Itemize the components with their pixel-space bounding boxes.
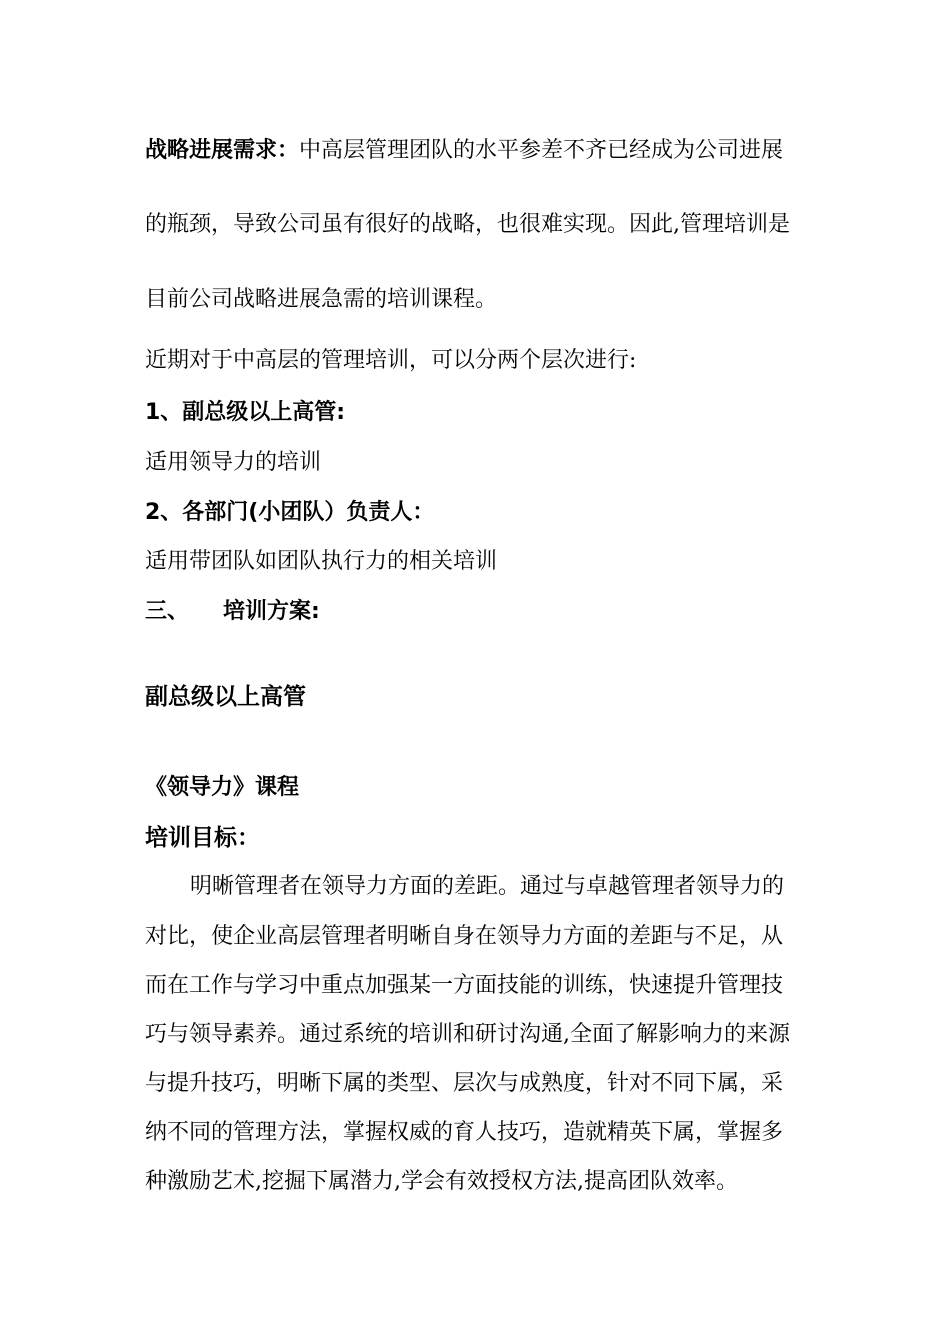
goal-text-line-2: 对比，使企业高层管理者明晰自身在领导力方面的差距与不足，从 (145, 924, 784, 949)
goal-label: 培训目标： (145, 825, 260, 851)
goal-text-line-7: 种激励艺术,挖掘下属潜力,学会有效授权方法,提高团队效率。 (145, 1169, 738, 1194)
plan-title: 培训方案: (223, 599, 320, 624)
goal-text-line-4: 巧与领导素养。通过系统的培训和研讨沟通,全面了解影响力的来源 (145, 1022, 790, 1047)
strategy-need-text-1: 中高层管理团队的水平参差不齐已经成为公司进展 (299, 138, 784, 163)
level-1-description: 适用领导力的培训 (145, 450, 322, 475)
plan-heading (145, 597, 320, 627)
group-title: 副总级以上高管 (145, 684, 306, 710)
intro-text: 近期对于中高层的管理培训，可以分两个层次进行: (145, 348, 637, 373)
goal-text-line-5: 与提升技巧，明晰下属的类型、层次与成熟度，针对不同下属，采 (145, 1071, 784, 1096)
strategy-need-paragraph-line-1 (145, 136, 783, 166)
course-title: 《领导力》课程 (145, 775, 300, 800)
goal-text-line-1: 明晰管理者在领导力方面的差距。通过与卓越管理者领导力的 (190, 874, 785, 899)
level-2-heading: 2、各部门(小团队）负责人： (145, 500, 435, 525)
goal-text-line-6: 纳不同的管理方法，掌握权威的育人技巧，造就精英下属，掌握多 (145, 1120, 784, 1145)
goal-text-line-3: 而在工作与学习中重点加强某一方面技能的训练，快速提升管理技 (145, 973, 784, 998)
strategy-need-paragraph-line-2: 的瓶颈，导致公司虽有很好的战略，也很难实现。因此,管理培训是 (145, 212, 790, 237)
strategy-need-label: 战略进展需求： (145, 138, 300, 163)
strategy-need-paragraph-line-3: 目前公司战略进展急需的培训课程。 (145, 287, 498, 312)
level-2-description: 适用带团队如团队执行力的相关培训 (145, 549, 498, 574)
plan-number: 三、 (145, 599, 190, 624)
level-1-heading: 1、副总级以上高管: (145, 400, 346, 425)
